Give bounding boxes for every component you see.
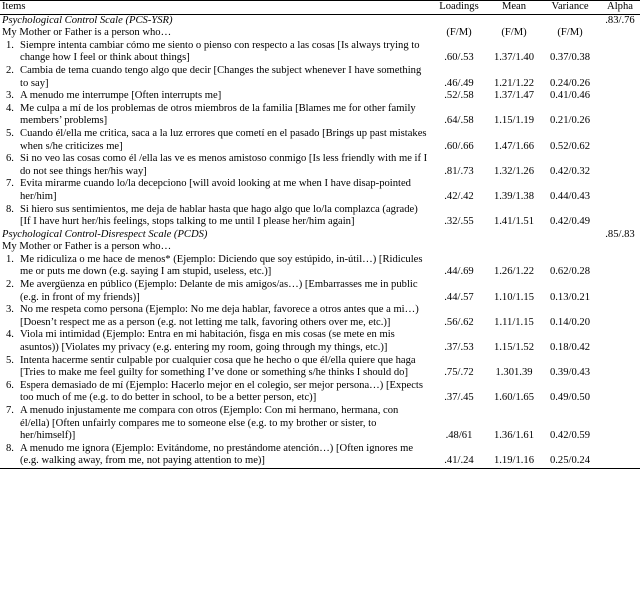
alpha-empty	[600, 90, 640, 103]
mean-value: 1.15/1.52	[493, 342, 535, 354]
item-text	[2, 178, 428, 203]
item-label: No me respeta como persona (Ejemplo: No me deja hablar, favorece a otros antes que a mi…) [Doesn’t respect me as a person (e.g. not letting me talk, favoring others over me, etc.)]	[20, 304, 419, 328]
item-number: 4.	[6, 329, 14, 341]
variance-value: 0.42/0.32	[549, 165, 591, 177]
section-alpha: .83/.76	[605, 14, 635, 26]
item-number: 2.	[6, 64, 14, 76]
alpha-empty	[600, 304, 640, 329]
table-row	[0, 329, 640, 354]
item-label: Me ridiculiza o me hace de menos* (Ejemplo: Diciendo que soy estúpido, in-útil…) [Ridicules me or puts me down (e.g. saying I am stupid, useless, etc.)]	[20, 253, 423, 278]
item-number: 6.	[6, 379, 14, 391]
item-number: 5.	[6, 127, 14, 139]
table-row	[0, 90, 640, 103]
loadings-value: .32/.55	[444, 216, 474, 228]
variance-value: 0.24/0.26	[549, 77, 591, 89]
alpha-empty	[600, 65, 640, 90]
variance-value: 0.14/0.20	[549, 316, 591, 328]
alpha-empty	[600, 443, 640, 469]
intro-empty	[430, 241, 640, 254]
table-row	[0, 279, 640, 304]
table-row	[0, 380, 640, 405]
item-number: 8.	[6, 203, 14, 215]
table-row	[0, 254, 640, 279]
variance-value: 0.52/0.62	[549, 140, 591, 152]
item-cell	[0, 153, 430, 178]
variance-value: 0.25/0.24	[540, 443, 600, 469]
table-row	[0, 405, 640, 443]
table-row	[0, 204, 640, 229]
mean-value: 1.36/1.61	[493, 430, 535, 442]
alpha-empty	[600, 380, 640, 405]
item-text	[2, 405, 428, 443]
item-label: Me avergüenza en público (Ejemplo: Delante de mis amigos/as…) [Embarrasses me in public (e.g. in front of my friends)]	[20, 279, 418, 303]
item-label: Intenta hacerme sentir culpable por cualquier cosa que he hecho o que él/ella quiere que haga [Tries to make me feel guilty for something I’ve done or something s/he thinks I should do]	[20, 354, 416, 379]
section-title: Psychological Control Scale (PCS-YSR)	[2, 14, 173, 26]
table-row	[0, 355, 640, 380]
item-number: 7.	[6, 405, 14, 416]
variance-value: 0.42/0.59	[549, 430, 591, 442]
item-text	[2, 254, 428, 279]
loadings-value: .75/.72	[444, 367, 474, 379]
variance-value: 0.13/0.21	[549, 291, 591, 303]
loadings-value: .60/.66	[444, 140, 474, 152]
item-number: 3.	[6, 304, 14, 316]
loadings-value: .46/.49	[444, 77, 474, 89]
unit-empty	[600, 27, 640, 40]
variance-value: 0.62/0.28	[549, 266, 591, 278]
mean-value: 1.47/1.66	[493, 140, 535, 152]
item-cell	[0, 329, 430, 354]
item-cell	[0, 40, 430, 65]
section-intro-row	[0, 241, 640, 254]
item-label: Evita mirarme cuando lo/la decepciono [will avoid looking at me when I have disap-pointed her/him]	[20, 178, 411, 202]
header-variance: Variance	[540, 1, 600, 15]
alpha-empty	[600, 405, 640, 443]
mean-value: 1.19/1.16	[488, 443, 540, 469]
section-intro: My Mother or Father is a person who…	[2, 27, 172, 39]
item-text	[2, 204, 428, 229]
item-text	[2, 329, 428, 354]
item-number: 5.	[6, 354, 14, 366]
loadings-value: .56/.62	[444, 316, 474, 328]
section-title: Psychological Control-Disrespect Scale (PCDS)	[2, 228, 208, 240]
table-row	[0, 103, 640, 128]
section-title-row	[0, 229, 640, 242]
item-label: Espera demasiado de mí (Ejemplo: Hacerlo mejor en el colegio, ser mejor persona…) [Expects too much of me (e.g. to do better in school, to be a better person, etc)]	[20, 379, 424, 404]
mean-value: 1.11/1.15	[494, 316, 534, 328]
alpha-empty	[600, 279, 640, 304]
item-text	[2, 443, 428, 468]
header-loadings: Loadings	[430, 1, 488, 15]
table-row	[0, 40, 640, 65]
loadings-value: .44/.57	[444, 291, 474, 303]
loadings-value: .37/.53	[444, 342, 474, 354]
table-row	[0, 128, 640, 153]
item-cell	[0, 254, 430, 279]
variance-value: 0.44/0.43	[549, 190, 591, 202]
table-body	[0, 14, 640, 468]
mean-value: 1.60/1.65	[493, 392, 535, 404]
item-text	[2, 103, 428, 128]
mean-value: 1.10/1.15	[493, 291, 535, 303]
loadings-value: .41/.24	[430, 443, 488, 469]
item-text	[2, 128, 428, 153]
loadings-value: .37/.45	[444, 392, 474, 404]
mean-value: 1.37/1.40	[493, 52, 535, 64]
item-cell	[0, 380, 430, 405]
item-number: 7.	[6, 178, 14, 190]
unit-mean: (F/M)	[501, 27, 527, 39]
header-row	[0, 1, 640, 15]
mean-value: 1.26/1.22	[493, 266, 535, 278]
variance-value: 0.21/0.26	[549, 115, 591, 127]
mean-value: 1.32/1.26	[493, 165, 535, 177]
unit-loadings: (F/M)	[446, 27, 472, 39]
alpha-empty	[600, 103, 640, 128]
loadings-value: .44/.69	[444, 266, 474, 278]
item-cell	[0, 65, 430, 90]
item-cell	[0, 405, 430, 443]
item-number: 2.	[6, 279, 14, 291]
mean-value: 1.41/1.51	[493, 216, 535, 228]
alpha-empty	[600, 128, 640, 153]
item-number: 4.	[6, 102, 14, 114]
loadings-value: .42/.42	[444, 190, 474, 202]
item-label: A menudo me interrumpe [Often interrupts me]	[20, 90, 222, 102]
mean-value: 1.15/1.19	[493, 115, 535, 127]
item-cell	[0, 355, 430, 380]
item-label: A menudo injustamente me compara con otros (Ejemplo: Con mi hermano, hermana, con él/ella) [Often unfairly compares me to someone else (e.g. to my brother or sister, to her/himself)]	[20, 405, 399, 442]
alpha-empty	[600, 204, 640, 229]
loadings-value: .64/.58	[444, 115, 474, 127]
table-row	[0, 65, 640, 90]
mean-value: 1.39/1.38	[493, 190, 535, 202]
header-mean: Mean	[488, 1, 540, 15]
item-label: A menudo me ignora (Ejemplo: Evitándome, no prestándome atención…) [Often ignores me (e.g. walking away, from me, not paying attention to me)]	[20, 442, 414, 467]
section-alpha: .85/.83	[605, 228, 635, 240]
alpha-empty	[600, 329, 640, 354]
section-title-row	[0, 14, 640, 27]
item-text	[2, 153, 428, 178]
header-items: Items	[0, 1, 430, 15]
variance-value: 0.49/0.50	[549, 392, 591, 404]
variance-value: 0.39/0.43	[549, 367, 591, 379]
table-row	[0, 178, 640, 203]
table-row	[0, 153, 640, 178]
unit-variance: (F/M)	[557, 27, 583, 39]
item-text	[2, 279, 428, 304]
section-intro: My Mother or Father is a person who…	[2, 241, 172, 253]
alpha-empty	[600, 40, 640, 65]
mean-value: 1.21/1.22	[493, 77, 535, 89]
item-label: Si no veo las cosas como él /ella las ve es menos amistoso conmigo [Is less friendly with me if I do not see things her/his way]	[20, 153, 428, 177]
item-cell	[0, 443, 430, 469]
item-number: 8.	[6, 442, 14, 454]
alpha-empty	[600, 178, 640, 203]
item-cell	[0, 103, 430, 128]
item-cell	[0, 304, 430, 329]
variance-value: 0.37/0.38	[549, 52, 591, 64]
item-number: 3.	[6, 90, 14, 102]
alpha-empty	[600, 153, 640, 178]
section-intro-row	[0, 27, 640, 40]
item-text	[2, 380, 428, 405]
loadings-value: .48/61	[445, 430, 473, 442]
variance-value: 0.18/0.42	[549, 342, 591, 354]
item-number: 6.	[6, 153, 14, 165]
item-cell	[0, 279, 430, 304]
item-number: 1.	[6, 253, 14, 265]
item-cell	[0, 204, 430, 229]
item-text	[2, 90, 428, 103]
alpha-empty	[600, 355, 640, 380]
table-row	[0, 443, 640, 469]
variance-value: 0.41/0.46	[549, 90, 591, 102]
table-row	[0, 304, 640, 329]
loadings-value: .52/.58	[444, 90, 474, 102]
loadings-value: .60/.53	[444, 52, 474, 64]
item-text	[2, 304, 428, 329]
mean-value: 1.301.39	[495, 367, 533, 379]
item-text	[2, 355, 428, 380]
item-label: Cambia de tema cuando tengo algo que decir [Changes the subject whenever I have something to say]	[20, 64, 422, 89]
item-label: Viola mi intimidad (Ejemplo: Entra en mi habitación, fisga en mis cosas (se mete en mis asuntos)) [Violates my privacy (e.g. entering my room, going through my things, etc.)]	[20, 329, 395, 354]
loadings-value: .81/.73	[444, 165, 474, 177]
item-text	[2, 65, 428, 90]
item-cell	[0, 90, 430, 103]
item-label: Si hiero sus sentimientos, me deja de hablar hasta que hago algo que lo/la complazca (agrade)[If I have hurt her/his feelings, stops talking to me until I please her/him again]	[20, 203, 418, 228]
item-label: Me culpa a mí de los problemas de otros miembros de la familia [Blames me for other family members’ problems]	[20, 102, 416, 127]
header-alpha: Alpha	[600, 1, 640, 15]
item-text	[2, 40, 428, 65]
item-label: Cuando él/ella me critica, saca a la luz errores que cometí en el pasado [Brings up past mistakes when s/he criticizes me]	[20, 127, 427, 152]
item-cell	[0, 128, 430, 153]
alpha-empty	[600, 254, 640, 279]
item-number: 1.	[6, 39, 14, 51]
mean-value: 1.37/1.47	[493, 90, 535, 102]
variance-value: 0.42/0.49	[549, 216, 591, 228]
item-cell	[0, 178, 430, 203]
item-label: Siempre intenta cambiar cómo me siento o pienso con respecto a las cosas [Is always trying to change how I feel or think about things]	[20, 39, 420, 64]
